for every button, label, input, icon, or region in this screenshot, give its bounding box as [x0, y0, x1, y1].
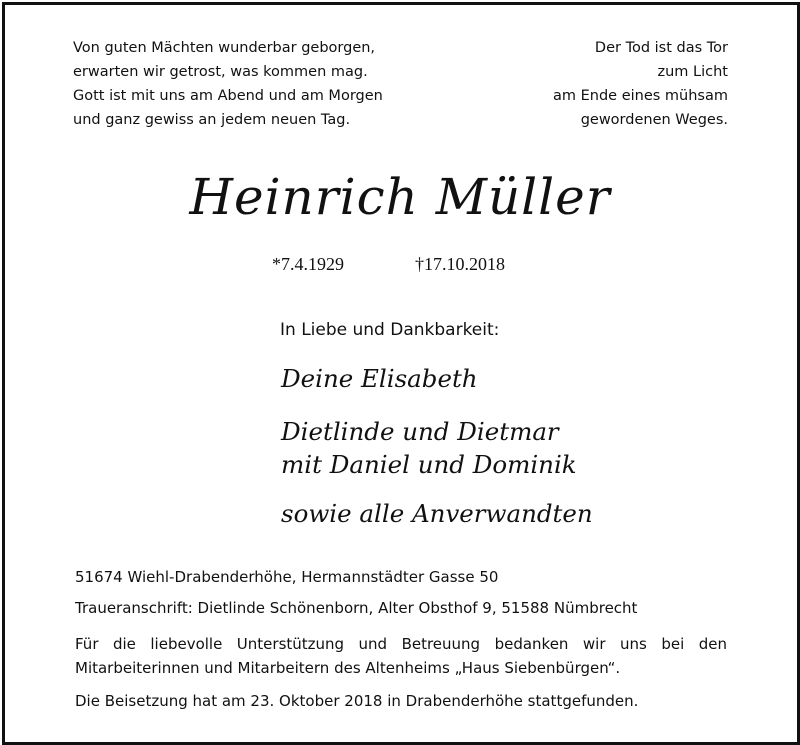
poem-left: [73, 36, 383, 132]
poem-right: [553, 36, 728, 132]
poem-right-line: am Ende eines mühsam: [553, 88, 728, 104]
poem-left-line: und ganz gewiss an jedem neuen Tag.: [73, 112, 351, 128]
thanks-line: Für die liebevolle Unterstützung und Betreuung bedanken wir uns bei den: [75, 635, 727, 653]
mourning-address: Traueranschrift: Dietlinde Schönenborn, Alter Obsthof 9, 51588 Nümbrecht: [75, 599, 638, 617]
home-address: 51674 Wiehl-Drabenderhöhe, Hermannstädter Gasse 50: [75, 568, 499, 586]
thanks-line: Mitarbeiterinnen und Mitarbeitern des Altenheims „Haus Siebenbürgen“.: [75, 659, 621, 677]
mourner-line: Deine Elisabeth: [281, 364, 478, 393]
poem-right-line: Der Tod ist das Tor: [594, 40, 728, 56]
poem-left-line: erwarten wir getrost, was kommen mag.: [73, 64, 368, 80]
birth-date: *7.4.1929: [272, 254, 344, 274]
mourner-line: mit Daniel und Dominik: [281, 450, 577, 479]
thanks-paragraph: [75, 632, 727, 680]
mourners-intro: In Liebe und Dankbarkeit:: [280, 320, 500, 340]
death-date: †17.10.2018: [415, 254, 505, 274]
poem-right-line: gewordenen Weges.: [580, 112, 728, 128]
poem-right-line: zum Licht: [657, 64, 728, 80]
poem-left-line: Von guten Mächten wunderbar geborgen,: [73, 40, 376, 56]
burial-note: Die Beisetzung hat am 23. Oktober 2018 in Drabenderhöhe stattgefunden.: [75, 692, 639, 710]
poem-left-line: Gott ist mit uns am Abend und am Morgen: [73, 88, 383, 104]
deceased-name: Heinrich Müller: [189, 168, 611, 226]
mourner-line: sowie alle Anverwandten: [281, 499, 593, 528]
mourner-line: Dietlinde und Dietmar: [281, 417, 559, 446]
